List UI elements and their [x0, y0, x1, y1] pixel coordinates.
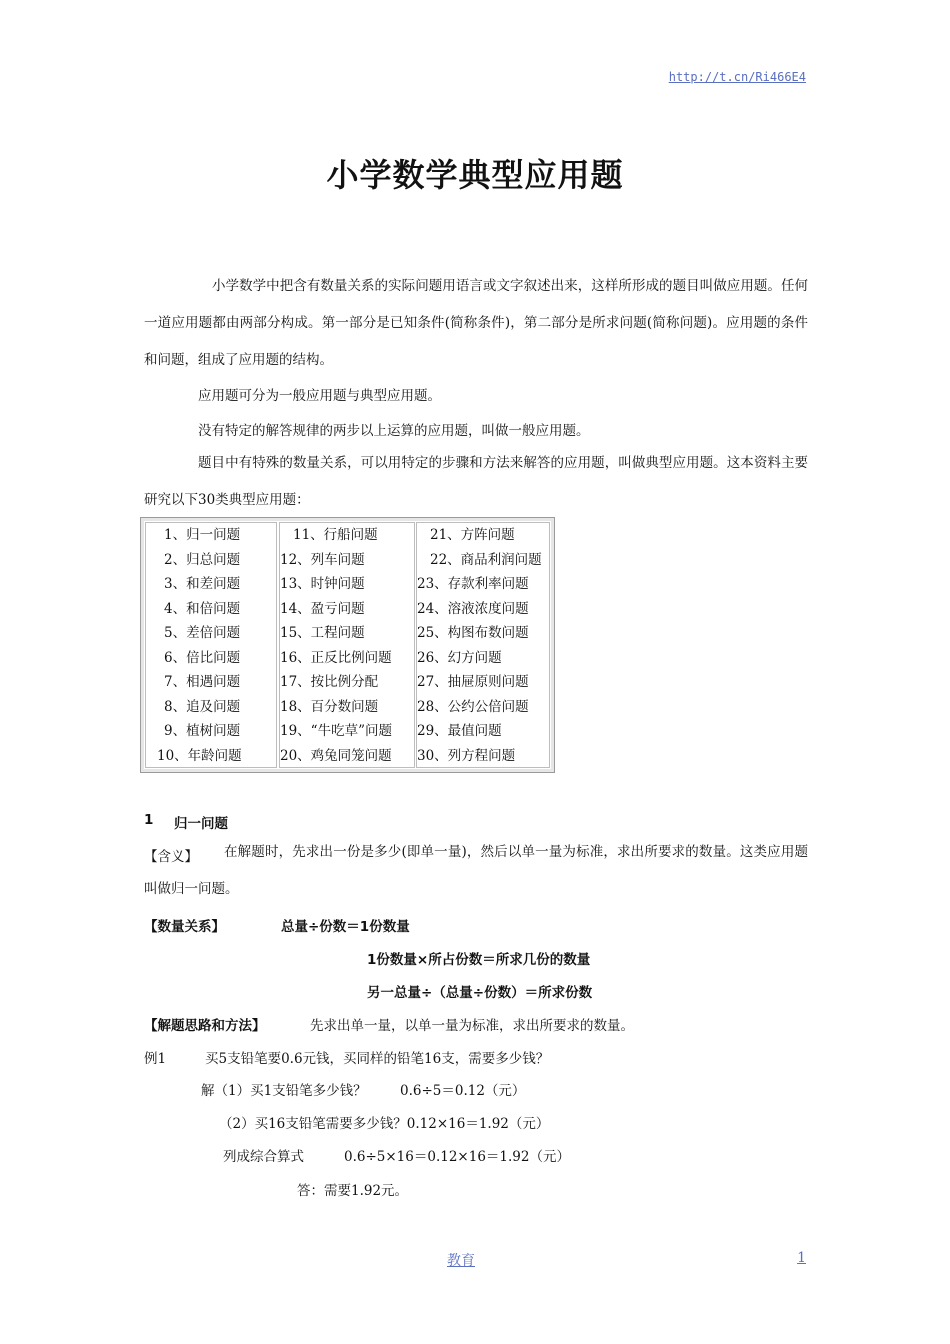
table-cell: 29、最值问题	[417, 723, 502, 739]
example-text: 买5支铅笔要0.6元钱，买同样的铅笔16支，需要多少钱？	[205, 1051, 550, 1067]
table-cell: 19、“牛吃草”问题	[280, 723, 392, 739]
table-cell: 25、构图布数问题	[417, 625, 529, 641]
meaning-text: 在解题时，先求出一份是多少(即单一量)，然后以单一量为标准，求出所要求的数量。这类应用题叫做归一问题。	[144, 844, 808, 897]
footer-link[interactable]: 教育	[447, 1253, 475, 1269]
table-cell: 26、幻方问题	[417, 649, 502, 666]
relation-3: 另一总量÷（总量÷份数）＝所求份数	[367, 985, 593, 1001]
table-cell: 18、百分数问题	[280, 698, 379, 715]
intro-paragraph-2: 应用题可分为一般应用题与典型应用题。	[198, 388, 441, 404]
table-cell: 10、年龄问题	[157, 747, 242, 764]
solution-1-question: 解（1）买1支铅笔多少钱？	[201, 1083, 367, 1099]
answer: 答：需要1.92元。	[297, 1183, 409, 1199]
topics-column-1	[145, 522, 277, 768]
relation-1: 总量÷份数＝1份数量	[281, 919, 410, 935]
table-cell: 8、追及问题	[164, 698, 241, 715]
table-cell: 12、列车问题	[280, 551, 365, 568]
table-cell: 22、商品利润问题	[430, 551, 542, 568]
solution-1-calc: 0.6÷5＝0.12（元）	[400, 1083, 526, 1099]
relation-2: 1份数量×所占份数＝所求几份的数量	[367, 952, 591, 968]
table-cell: 13、时钟问题	[280, 576, 365, 592]
table-cell: 1、归一问题	[164, 527, 241, 543]
table-cell: 6、倍比问题	[164, 649, 241, 666]
section-number: 1	[144, 812, 154, 828]
solution-2: （2）买16支铅笔需要多少钱？0.12×16＝1.92（元）	[219, 1116, 550, 1132]
page-number[interactable]: 1	[797, 1250, 806, 1266]
intro-paragraph-4: 题目中有特殊的数量关系，可以用特定的步骤和方法来解答的应用题，叫做典型应用题。这本资料主要研究以下30类典型应用题：	[144, 455, 808, 508]
table-cell: 5、差倍问题	[164, 625, 241, 641]
table-cell: 4、和倍问题	[164, 600, 241, 617]
intro-paragraph-1: 小学数学中把含有数量关系的实际问题用语言或文字叙述出来，这样所形成的题目叫做应用题。任何一道应用题都由两部分构成。第一部分是已知条件(简称条件)，第二部分是所求问题(简称问题)。应用题的条件和问题，组成了应用题的结构。	[144, 278, 808, 368]
section-heading: 归一问题	[174, 816, 228, 832]
topics-column-2	[279, 522, 415, 768]
table-cell: 3、和差问题	[164, 576, 241, 592]
table-cell: 11、行船问题	[293, 527, 378, 543]
method-label: 【解题思路和方法】	[144, 1018, 266, 1034]
table-cell: 16、正反比例问题	[280, 649, 392, 666]
table-cell: 17、按比例分配	[280, 674, 379, 690]
meaning-label: 【含义】	[144, 849, 198, 865]
table-cell: 2、归总问题	[164, 551, 241, 568]
table-cell: 20、鸡兔同笼问题	[280, 747, 392, 764]
solution-3-calc: 0.6÷5×16＝0.12×16＝1.92（元）	[344, 1149, 570, 1165]
table-cell: 30、列方程问题	[417, 747, 516, 764]
table-cell: 24、溶液浓度问题	[417, 600, 529, 617]
table-cell: 23、存款利率问题	[417, 576, 529, 592]
solution-3-label: 列成综合算式	[223, 1149, 304, 1165]
topics-table	[140, 517, 555, 773]
table-cell: 14、盈亏问题	[280, 600, 365, 617]
example-label: 例1	[144, 1051, 167, 1067]
table-cell: 28、公约公倍问题	[417, 698, 529, 715]
table-cell: 27、抽屉原则问题	[417, 674, 529, 690]
page-title: 小学数学典型应用题	[326, 156, 624, 194]
topics-column-3	[416, 522, 550, 768]
table-cell: 21、方阵问题	[430, 527, 515, 543]
header-link[interactable]: http://t.cn/Ri466E4	[668, 70, 806, 84]
intro-paragraph-3: 没有特定的解答规律的两步以上运算的应用题，叫做一般应用题。	[198, 423, 590, 439]
table-cell: 7、相遇问题	[164, 674, 241, 690]
relation-label: 【数量关系】	[144, 919, 225, 935]
table-cell: 15、工程问题	[280, 625, 365, 641]
method-text: 先求出单一量，以单一量为标准，求出所要求的数量。	[310, 1018, 634, 1034]
table-cell: 9、植树问题	[164, 723, 241, 739]
